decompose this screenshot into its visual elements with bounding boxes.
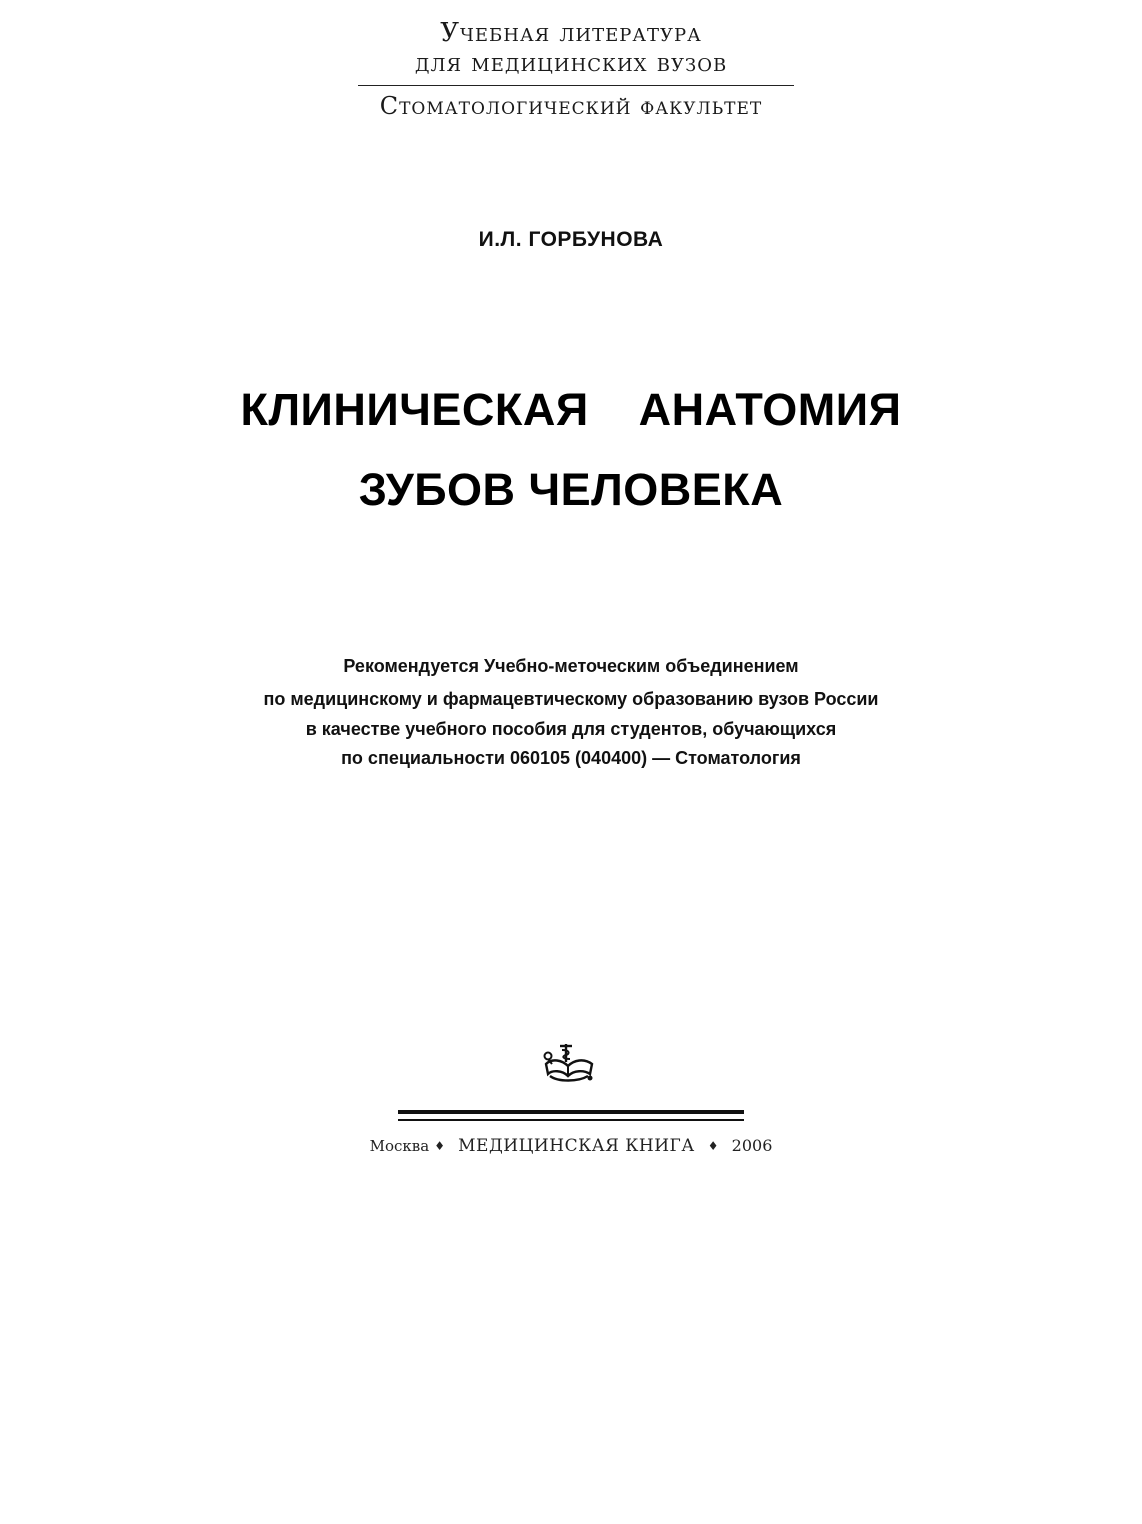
imprint-city: Москва xyxy=(369,1137,430,1155)
recommendation-line-4: по специальности 060105 (040400) — Стоматология xyxy=(341,748,801,768)
imprint-publisher: МЕДИЦИНСКАЯ КНИГА xyxy=(458,1136,695,1156)
book-title-line-2: ЗУБОВ ЧЕЛОВЕКА xyxy=(358,464,784,515)
author-name: И.Л. ГОРБУНОВА xyxy=(478,228,664,251)
series-divider xyxy=(358,85,794,86)
series-line-1: Учебная литература xyxy=(440,18,702,48)
series-line-2: для медицинских вузов xyxy=(414,48,728,78)
book-title-line-1: КЛИНИЧЕСКАЯ АНАТОМИЯ xyxy=(240,384,902,435)
recommendation-line-1: Рекомендуется Учебно-меточеским объединением xyxy=(343,656,799,676)
recommendation-line-3: в качестве учебного пособия для студентов, обучающихся xyxy=(305,719,837,739)
imprint-line xyxy=(0,1136,1142,1156)
publisher-emblem-icon xyxy=(540,1040,598,1086)
imprint-divider xyxy=(398,1110,744,1121)
imprint-separator-2: ♦ xyxy=(707,1139,719,1153)
faculty-line: Стоматологический факультет xyxy=(379,92,763,120)
recommendation-line-2: по медицинскому и фармацевтическому образованию вузов России xyxy=(263,689,879,709)
imprint-year: 2006 xyxy=(731,1136,773,1155)
imprint-separator-1: ♦ xyxy=(434,1139,446,1153)
